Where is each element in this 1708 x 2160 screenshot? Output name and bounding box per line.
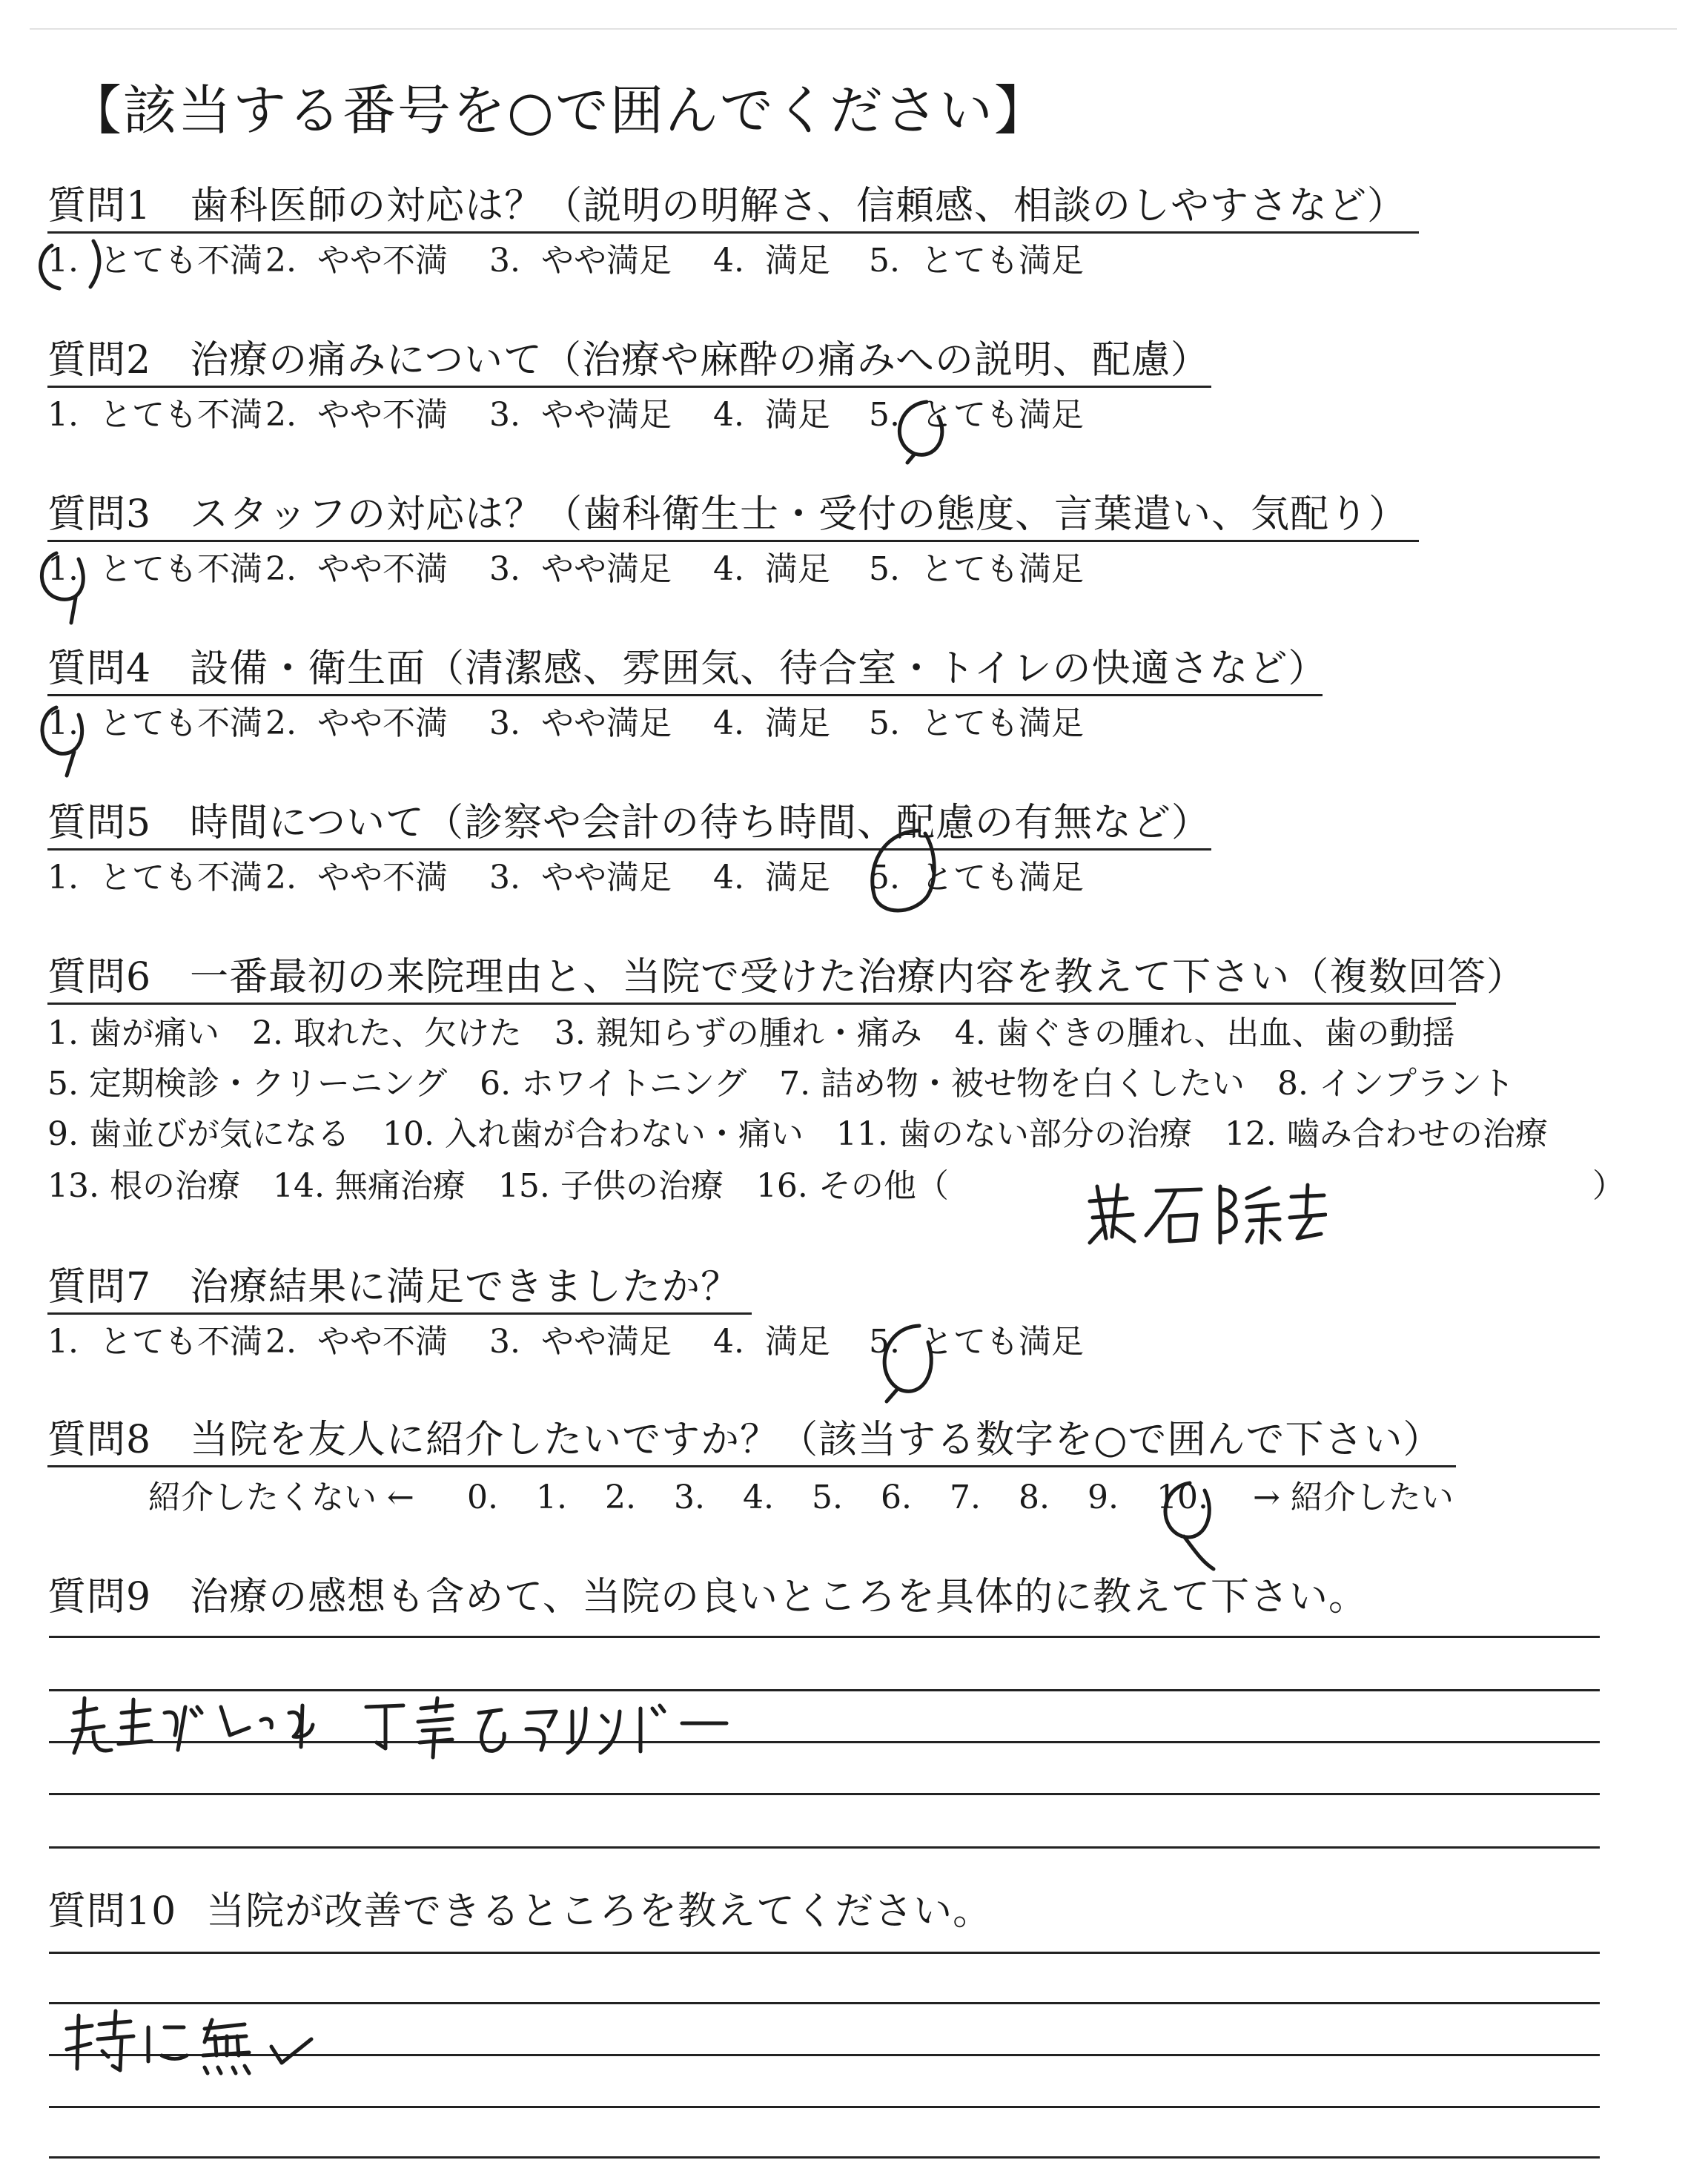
question-10-text: 当院が改善できるところを教えてください。 (206, 1889, 993, 1934)
option-3-label[interactable]: やや満足 (541, 396, 672, 434)
option-1-label[interactable]: とても不満 (99, 242, 262, 280)
answer-line[interactable] (49, 2054, 1600, 2056)
option-5-number[interactable]: 5. (869, 859, 900, 896)
option-5-label[interactable]: とても満足 (921, 859, 1084, 896)
option-5-number[interactable]: 5. (869, 704, 900, 742)
question-10-number: 質問10 (47, 1889, 177, 1934)
question-6-options-line-1[interactable] (47, 1011, 1455, 1056)
reason-options-5-8[interactable]: 5. 定期検診・クリーニング 6. ホワイトニング 7. 詰め物・被せ物を白くしたい 8. インプラント (47, 1065, 1515, 1103)
scale-5[interactable]: 5. (812, 1479, 843, 1516)
option-4-number[interactable]: 4. (713, 396, 744, 434)
page-top-rule (30, 28, 1677, 30)
question-3-text: スタッフの対応は？（歯科衛生士・受付の態度、言葉遣い、気配り） (190, 492, 1409, 537)
option-4-number[interactable]: 4. (713, 242, 744, 280)
option-5-label[interactable]: とても満足 (921, 242, 1084, 280)
option-4-number[interactable]: 4. (713, 1323, 744, 1361)
option-5-label[interactable]: とても満足 (921, 704, 1084, 742)
question-8 (47, 1418, 1456, 1467)
option-2-label[interactable]: やや不満 (317, 704, 448, 742)
scale-2[interactable]: 2. (605, 1479, 636, 1516)
question-2 (47, 338, 1211, 388)
question-7-options[interactable] (47, 1320, 1084, 1364)
question-5-number: 質問5 (47, 801, 152, 845)
scale-9[interactable]: 9. (1088, 1479, 1119, 1516)
question-4-text: 設備・衛生面（清潔感、雰囲気、待合室・トイレの快適さなど） (190, 647, 1328, 691)
option-3-number[interactable]: 3. (489, 859, 520, 896)
question-7-number: 質問7 (47, 1265, 152, 1309)
option-1-number[interactable]: 1. (47, 1323, 79, 1361)
option-1-number[interactable]: 1. (47, 396, 79, 434)
option-3-label[interactable]: やや満足 (541, 704, 672, 742)
question-4-number: 質問4 (47, 647, 152, 691)
answer-line[interactable] (49, 1689, 1600, 1691)
question-5 (47, 801, 1211, 851)
option-3-number[interactable]: 3. (489, 704, 520, 742)
handwritten-other-answer (1075, 1172, 1327, 1253)
answer-line[interactable] (49, 1793, 1600, 1795)
option-3-label[interactable]: やや満足 (541, 1323, 672, 1361)
answer-line[interactable] (49, 1636, 1600, 1638)
option-2-label[interactable]: やや不満 (317, 242, 448, 280)
scale-left-label: 紹介したくない ← (148, 1479, 414, 1516)
option-3-number[interactable]: 3. (489, 396, 520, 434)
option-5-label[interactable]: とても満足 (921, 550, 1084, 588)
other-close-paren: ） (1592, 1167, 1625, 1205)
option-3-label[interactable]: やや満足 (541, 242, 672, 280)
option-1-label[interactable]: とても不満 (99, 704, 262, 742)
reason-options-1-4[interactable]: 1. 歯が痛い 2. 取れた、欠けた 3. 親知らずの腫れ・痛み 4. 歯ぐきの腫れ、出血、歯の動揺 (47, 1014, 1455, 1052)
question-9-text: 治療の感想も含めて、当院の良いところを具体的に教えて下さい。 (190, 1575, 1368, 1619)
answer-line[interactable] (49, 1952, 1600, 1954)
option-3-label[interactable]: やや満足 (541, 550, 672, 588)
scale-right-label: → 紹介したい (1253, 1479, 1454, 1516)
answer-line[interactable] (49, 1846, 1600, 1849)
option-5-label[interactable]: とても満足 (921, 1323, 1084, 1361)
scale-7[interactable]: 7. (950, 1479, 981, 1516)
option-4-number[interactable]: 4. (713, 859, 744, 896)
option-4-label[interactable]: 満足 (765, 704, 830, 742)
question-3-options[interactable] (47, 547, 1084, 592)
question-1-text: 歯科医師の対応は？（説明の明解さ、信頼感、相談のしやすさなど） (190, 184, 1407, 228)
question-4-options[interactable] (47, 701, 1084, 746)
question-10 (47, 1889, 992, 1937)
reason-options-13-16[interactable]: 13. 根の治療 14. 無痛治療 15. 子供の治療 16. その他（ (47, 1167, 949, 1205)
question-6-number: 質問6 (47, 955, 152, 1000)
question-6-options-line-3[interactable] (47, 1112, 1548, 1157)
option-4-number[interactable]: 4. (713, 704, 744, 742)
question-2-options[interactable] (47, 393, 1084, 437)
option-5-number[interactable]: 5. (869, 550, 900, 588)
question-5-text: 時間について（診察や会計の待ち時間、配慮の有無など） (190, 801, 1211, 845)
option-1-number[interactable]: 1. (47, 242, 79, 280)
option-2-label[interactable]: やや不満 (317, 859, 448, 896)
option-1-label[interactable]: とても不満 (99, 396, 262, 434)
question-1-options[interactable] (47, 239, 1084, 283)
question-5-options[interactable] (47, 856, 1084, 900)
question-2-number: 質問2 (47, 338, 152, 383)
scale-4[interactable]: 4. (743, 1479, 774, 1516)
option-5-number[interactable]: 5. (869, 1323, 900, 1361)
option-2-label[interactable]: やや不満 (317, 550, 448, 588)
answer-line[interactable] (49, 2106, 1600, 2108)
option-3-number[interactable]: 3. (489, 242, 520, 280)
question-7-text: 治療結果に満足できましたか？ (190, 1265, 741, 1309)
scale-0[interactable]: 0. (467, 1479, 498, 1516)
option-4-label[interactable]: 満足 (765, 550, 830, 588)
option-1-number[interactable]: 1. (47, 550, 79, 588)
question-7 (47, 1265, 752, 1315)
option-5-label[interactable]: とても満足 (921, 396, 1084, 434)
scale-3[interactable]: 3. (674, 1479, 705, 1516)
handwritten-q10-answer (59, 2002, 326, 2084)
question-2-text: 治療の痛みについて（治療や麻酔の痛みへの説明、配慮） (190, 338, 1211, 383)
answer-line[interactable] (49, 2156, 1600, 2159)
answer-line[interactable] (49, 1741, 1600, 1743)
option-4-label[interactable]: 満足 (765, 859, 830, 896)
option-1-label[interactable]: とても不満 (99, 859, 262, 896)
option-4-number[interactable]: 4. (713, 550, 744, 588)
question-3-number: 質問3 (47, 492, 152, 537)
option-2-number[interactable]: 2. (265, 242, 297, 280)
option-2-number[interactable]: 2. (265, 396, 297, 434)
question-8-scale[interactable] (148, 1476, 1454, 1520)
question-6-options-line-4[interactable] (47, 1164, 949, 1209)
option-3-label[interactable]: やや満足 (541, 859, 672, 896)
form-heading: 【該当する番号を○で囲んでください】 (68, 79, 1049, 142)
question-6 (47, 955, 1526, 1005)
option-2-number[interactable]: 2. (265, 550, 297, 588)
question-8-number: 質問8 (47, 1418, 152, 1462)
answer-line[interactable] (49, 2002, 1600, 2004)
scale-10[interactable]: 10. (1156, 1479, 1208, 1516)
option-2-number[interactable]: 2. (265, 1323, 297, 1361)
handwritten-q9-answer (67, 1691, 734, 1772)
question-1 (47, 184, 1419, 234)
option-1-label[interactable]: とても不満 (99, 1323, 262, 1361)
question-9 (47, 1575, 1368, 1622)
reason-options-9-12[interactable]: 9. 歯並びが気になる 10. 入れ歯が合わない・痛い 11. 歯のない部分の治療 12. 嚙み合わせの治療 (47, 1115, 1548, 1153)
option-3-number[interactable]: 3. (489, 550, 520, 588)
option-2-label[interactable]: やや不満 (317, 396, 448, 434)
option-1-number[interactable]: 1. (47, 704, 79, 742)
question-6-options-line-2[interactable] (47, 1062, 1515, 1106)
question-1-number: 質問1 (47, 184, 152, 228)
question-4 (47, 647, 1328, 696)
option-4-label[interactable]: 満足 (765, 242, 830, 280)
option-1-number[interactable]: 1. (47, 859, 79, 896)
option-4-label[interactable]: 満足 (765, 396, 830, 434)
option-2-number[interactable]: 2. (265, 704, 297, 742)
question-3 (47, 492, 1419, 542)
option-3-number[interactable]: 3. (489, 1323, 520, 1361)
option-1-label[interactable]: とても不満 (99, 550, 262, 588)
option-4-label[interactable]: 満足 (765, 1323, 830, 1361)
option-2-number[interactable]: 2. (265, 859, 297, 896)
option-5-number[interactable]: 5. (869, 396, 900, 434)
question-8-text: 当院を友人に紹介したいですか？（該当する数字を○で囲んで下さい） (190, 1418, 1443, 1462)
scale-1[interactable]: 1. (536, 1479, 567, 1516)
question-9-number: 質問9 (47, 1575, 152, 1619)
option-2-label[interactable]: やや不満 (317, 1323, 448, 1361)
scale-6[interactable]: 6. (881, 1479, 912, 1516)
option-5-number[interactable]: 5. (869, 242, 900, 280)
question-6-text: 一番最初の来院理由と、当院で受けた治療内容を教えて下さい（複数回答） (190, 955, 1526, 1000)
scale-8[interactable]: 8. (1019, 1479, 1050, 1516)
